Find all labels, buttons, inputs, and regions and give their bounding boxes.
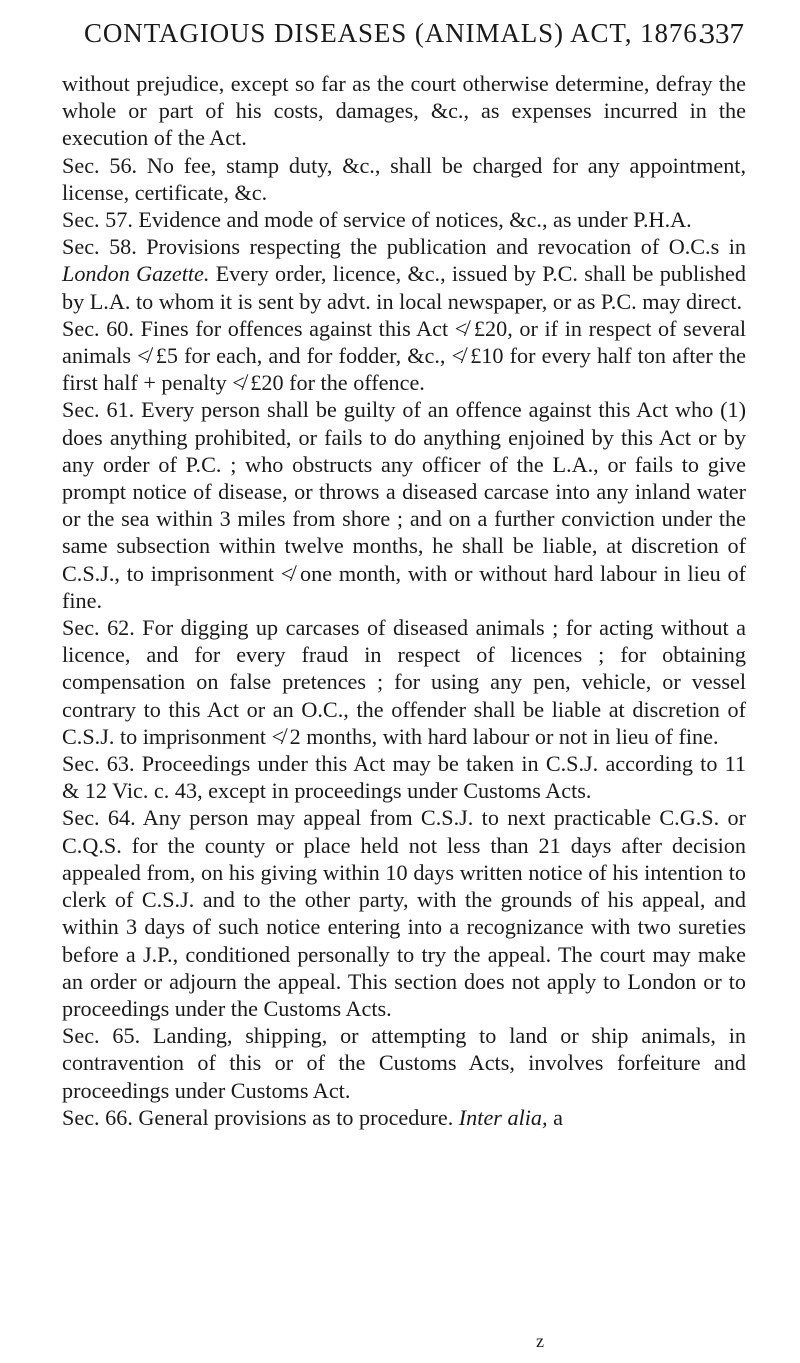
sec-66-text-end: a xyxy=(547,1104,563,1130)
paragraph-sec-64: Sec. 64. Any person may appeal from C.S.J. to next practicable C.G.S. or C.Q.S. for the county or place held not less than 21 days after decision appealed from, on his giving within 10 days written notice of his intention to clerk of C.S.J. and to the other party, with the grounds of his appeal, and within 3 days of such notice entering into a recognizance with two sureties before a J.P., conditioned personally to try the appeal. The court may make an order or adjourn the appeal. This section does not apply to London or to proceedings under the Customs Acts. xyxy=(62,805,746,1021)
running-head xyxy=(84,18,744,58)
paragraph-sec-63: Sec. 63. Proceedings under this Act may be taken in C.S.J. according to 11 & 12 Vic. c. 43, except in proceedings under Customs Acts. xyxy=(62,751,746,804)
paragraph-sec-58 xyxy=(62,233,746,315)
paragraph-sec-61: Sec. 61. Every person shall be guilty of an offence against this Act who (1) does anything prohibited, or fails to do anything enjoined by this Act or by any order of P.C. ; who obstructs any officer of the L.A., or fails to give prompt notice of disease, or throws a diseased carcase into any inland water or the sea within 3 miles from shore ; and on a further conviction under the same subsection within twelve months, he shall be liable, at discretion of C.S.J., to imprisonment ≮ one month, with or without hard labour in lieu of fine. xyxy=(62,397,746,613)
paragraph-sec-56: Sec. 56. No fee, stamp duty, &c., shall be charged for any appointment, license, certificate, &c. xyxy=(62,152,746,205)
paragraph-continuation: without prejudice, except so far as the court otherwise determine, defray the whole or part of his costs, damages, &c., as expenses incurred in the execution of the Act. xyxy=(62,71,746,151)
sec-58-text-start: Sec. 58. Provisions respecting the publication and revocation of O.C.s in xyxy=(62,234,746,260)
paragraph-sec-65: Sec. 65. Landing, shipping, or attempting to land or ship animals, in contravention of this or of the Customs Acts, involves forfeiture and proceedings under Customs Act. xyxy=(62,1023,746,1103)
sec-58-text-end: Every order, licence, &c., issued by P.C. shall be published by L.A. to whom it is sent by advt. in local newspaper, or as P.C. may direct. xyxy=(62,261,746,314)
paragraph-sec-66 xyxy=(62,1104,746,1131)
sec-66-italic-phrase: Inter alia, xyxy=(458,1104,548,1130)
running-title: CONTAGIOUS DISEASES (ANIMALS) ACT, 1876. xyxy=(84,18,706,48)
page-number: 337 xyxy=(700,18,744,50)
paragraph-sec-57: Sec. 57. Evidence and mode of service of notices, &c., as under P.H.A. xyxy=(62,207,692,233)
body-text xyxy=(62,70,746,1131)
paragraph-sec-62: Sec. 62. For digging up carcases of diseased animals ; for acting without a licence, and for every fraud in respect of licences ; for obtaining compensation on false pretences ; for using any pen, vehicle, or vessel contrary to this Act or an O.C., the offender shall be liable at discretion of C.S.J. to imprisonment ≮ 2 months, with hard labour or not in lieu of fine. xyxy=(62,615,746,749)
signature-mark: z xyxy=(536,1331,544,1351)
sec-66-text-start: Sec. 66. General provisions as to procedure. xyxy=(62,1104,459,1130)
sec-58-italic-title: London Gazette. xyxy=(62,261,210,287)
paragraph-sec-60: Sec. 60. Fines for offences against this Act ≮ £20, or if in respect of several animals ≮ £5 for each, and for fodder, &c., ≮ £10 for every half ton after the first half + penalty ≮ £20 for the offence. xyxy=(62,315,746,396)
